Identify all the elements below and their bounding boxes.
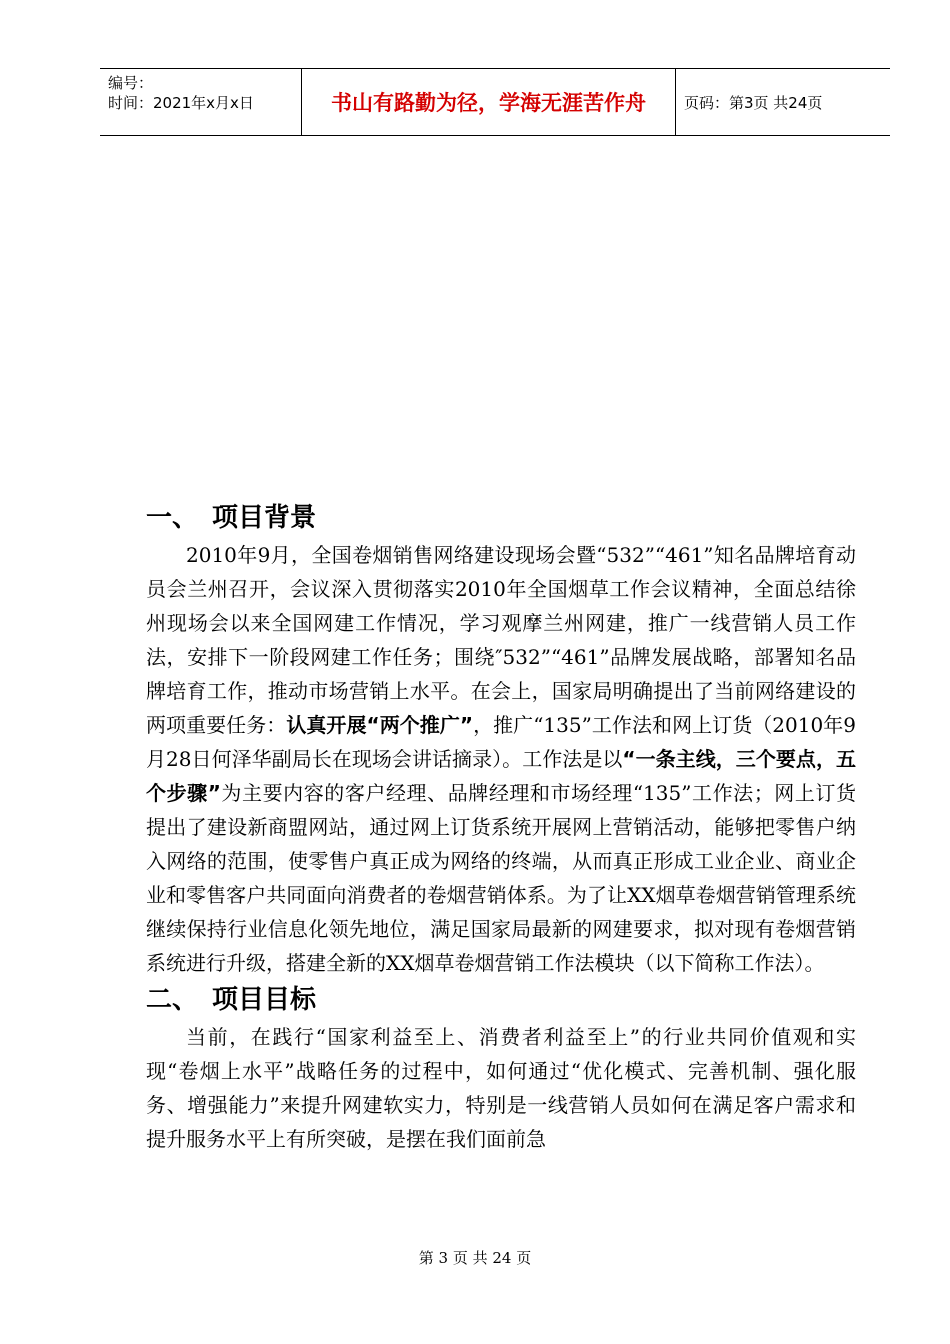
page-footer: 第 3 页 共 24 页 bbox=[418, 1249, 532, 1267]
time-label: 时间：2021年x月x日 bbox=[108, 94, 254, 112]
paragraph-text: 当前，在践行“国家利益至上、消费者利益至上”的行业共同价值观和实现“卷烟上水平”战略任务的过程中，如何通过“优化模式、完善机制、强化服务、增强能力”来提升网建软实力，特别是一线营销人员如何在满足客户需求和提升服务水平上有所突破，是摆在我们面前急 bbox=[146, 1025, 856, 1151]
document-body bbox=[146, 498, 856, 1156]
header-motto: 书山有路勤为径，学海无涯苦作舟 bbox=[302, 69, 676, 135]
header-page-info: 页码：第3页 共24页 bbox=[684, 93, 823, 112]
section-number: 一、 bbox=[146, 503, 199, 533]
paragraph-text: 为主要内容的客户经理、品牌经理和市场经理“135”工作法；网上订货提出了建设新商盟网站，通过网上订货系统开展网上营销活动，能够把零售户纳入网络的范围，使零售户真正成为网络的终端，从而真正形成工业企业、商业企业和零售客户共同面向消费者的卷烟营销体系。为了让XX烟草卷烟营销管理系统继续保持行业信息化领先地位，满足国家局最新的网建要求，拟对现有卷烟营销系统进行升级，搭建全新的XX烟草卷烟营销工作法模块（以下简称工作法）。 bbox=[146, 781, 856, 975]
section-title: 项目目标 bbox=[212, 985, 317, 1015]
section-heading-goals bbox=[146, 980, 856, 1020]
serial-number-label: 编号： bbox=[108, 74, 154, 92]
section-title: 项目背景 bbox=[212, 503, 317, 533]
header-meta-cell bbox=[100, 69, 302, 135]
emphasis-text: “一条主线，三个要点，五个步骤” bbox=[146, 747, 856, 805]
section-paragraph-goals bbox=[146, 1020, 856, 1156]
paragraph-text: 2010年9月，全国卷烟销售网络建设现场会暨“532”“461”知名品牌培育动员会兰州召开，会议深入贯彻落实2010年全国烟草工作会议精神，全面总结徐州现场会以来全国网建工作情况，学习观摩兰州网建，推广一线营销人员工作法，安排下一阶段网建工作任务；围绕″532”“461”品牌发展战略，部署知名品牌培育工作，推动市场营销上水平。在会上，国家局明确提出了当前网络建设的两项重要任务： bbox=[146, 543, 856, 737]
section-number: 二、 bbox=[146, 985, 199, 1015]
document-header bbox=[100, 68, 890, 136]
emphasis-text: 认真开展“两个推广” bbox=[286, 713, 474, 737]
paragraph-text: ，推广“135”工作法和网上订货（2010年9月28日何泽华副局长在现场会讲话摘录）。工作法是以 bbox=[146, 713, 857, 771]
section-heading-background bbox=[146, 498, 856, 538]
section-paragraph-background bbox=[146, 538, 856, 980]
